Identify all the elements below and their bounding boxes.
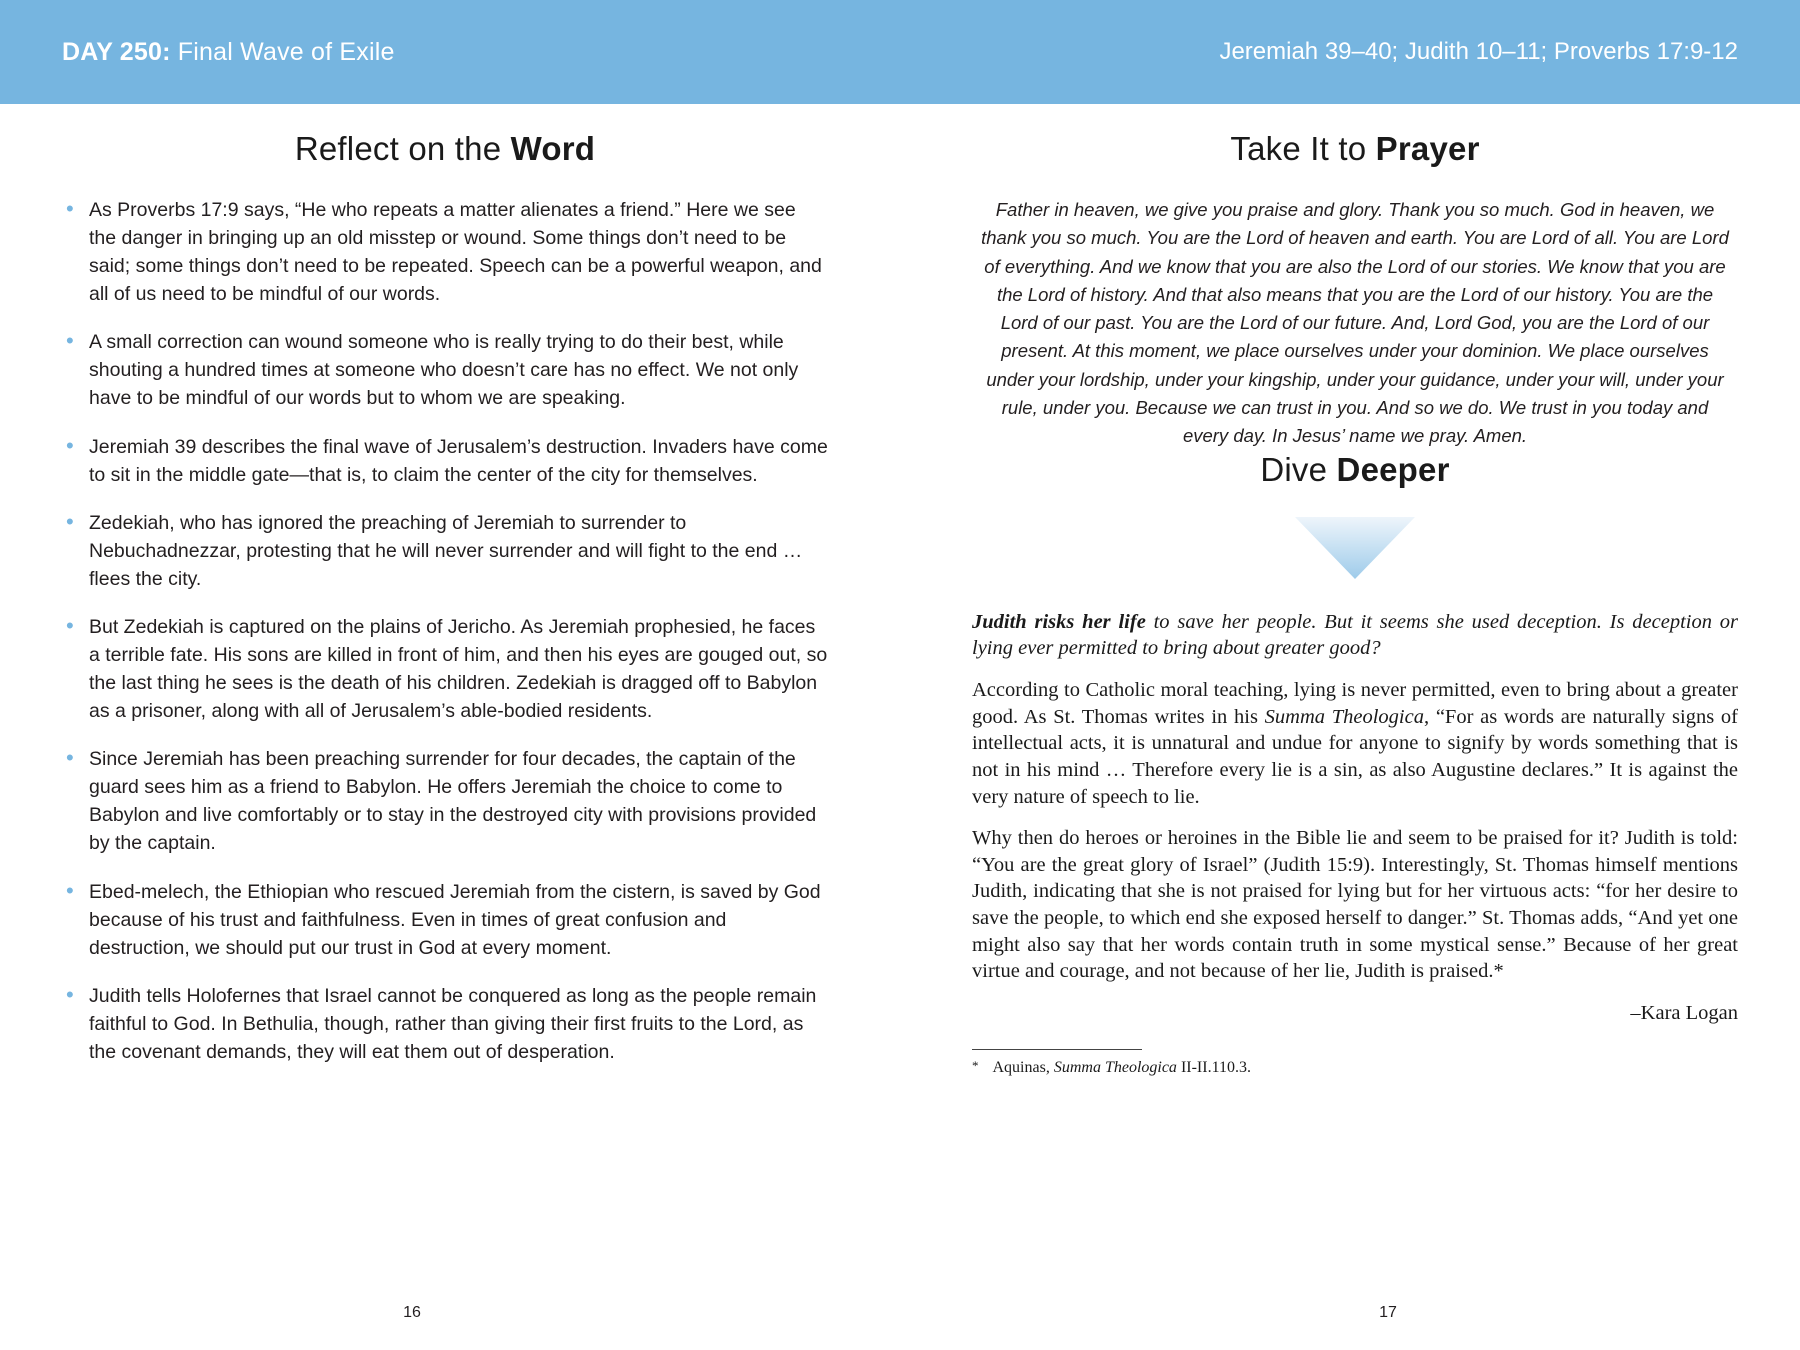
list-item: • A small correction can wound someone who is really trying to do their best, while shouting a hundred times at someone who doesn’t care has no effect. We not only have to be mindful of our words but to whom we are speaking.: [62, 328, 828, 412]
down-arrow-decoration: [972, 517, 1738, 579]
footnote-divider: [972, 1049, 1142, 1050]
prayer-heading-plain: Take It to: [1230, 130, 1376, 167]
list-item: • Jeremiah 39 describes the final wave of Jerusalem’s destruction. Invaders have come to sit in the middle gate—that is, to claim the center of the city for themselves.: [62, 433, 828, 489]
dive-heading-bold: Deeper: [1336, 450, 1450, 488]
reflect-heading-bold: Word: [510, 130, 596, 167]
header-day-title: [62, 38, 395, 67]
list-item: • But Zedekiah is captured on the plains of Jericho. As Jeremiah prophesied, he faces a terrible fate. His sons are killed in front of him, and then his eyes are gouged out, so the last thing he sees is the death of his children. Zedekiah is dragged off to Babylon as a prisoner, along with all of Jerusalem’s able-bodied residents.: [62, 613, 828, 725]
footnote: [972, 1059, 1738, 1077]
footnote-part-a: Aquinas,: [992, 1058, 1054, 1076]
paragraph-1-part-a: According to Catholic moral teaching, lying is never permitted, even to bring about a greater good. As St. Thomas writes in his: [972, 678, 1738, 728]
dive-heading-plain: Dive: [1260, 450, 1337, 488]
page-header-bar: [0, 0, 1800, 104]
dive-deeper-heading: [972, 451, 1738, 489]
reflection-bullet-list: [62, 196, 828, 1066]
dive-deeper-paragraph-2: Why then do heroes or heroines in the Bible lie and seem to be praised for it? Judith is told: “You are the great glory of Israel” (Judith 15:9). Interestingly, St. Thomas himself mentions Judith, indicating that she is not praised for lying but for her virtuous acts: “for her desire to save the people, to which end she exposed herself to danger.” St. Thomas adds, “And yet one might also say that her words contain truth in some mystical sense.” Because of her great virtue and courage, and not because of her lie, Judith is praised.*: [972, 827, 1738, 983]
list-item: • Judith tells Holofernes that Israel cannot be conquered as long as the people remain faithful to God. In Bethulia, though, rather than giving their first fruits to the Lord, as the covenant demands, they will eat them out of desperation.: [62, 982, 828, 1066]
left-page: [0, 104, 900, 1350]
page-spread: [0, 104, 1800, 1350]
right-page: [900, 104, 1800, 1350]
footnote-part-b: II-II.110.3.: [1176, 1058, 1251, 1076]
prayer-heading-bold: Prayer: [1375, 130, 1480, 167]
paragraph-1-part-b: , “For as words are naturally signs of intellectual acts, it is unnatural and undue for anyone to signify by words something that is not in his mind … Therefore every lie is a sin, as also Augustine declares.” It is against the very nature of speech to lie.: [972, 705, 1738, 808]
header-day-label: DAY 250:: [62, 37, 171, 66]
list-item: • Since Jeremiah has been preaching surrender for four decades, the captain of the guard sees him as a friend to Babylon. He offers Jeremiah the choice to come to Babylon and live comfortably or to stay in the destroyed city with provisions provided by the captain.: [62, 745, 828, 857]
dive-deeper-paragraph-1: [972, 677, 1738, 810]
summa-theologica-italic: Summa Theologica: [1264, 705, 1424, 728]
author-signature: –Kara Logan: [1630, 1002, 1738, 1024]
reflect-heading-plain: Reflect on the: [294, 130, 511, 167]
footnote-marker: *: [972, 1057, 979, 1073]
dive-deeper-body: [972, 609, 1738, 1027]
prayer-text: Father in heaven, we give you praise and glory. Thank you so much. God in heaven, we thank you so much. You are the Lord of heaven and earth. You are Lord of all. You are Lord of everything. And we know that you are also the Lord of our stories. We know that you are the Lord of history. And that also means that you are the Lord of our history. You are the Lord of our past. You are the Lord of our future. And, Lord God, you are the Lord of our present. At this moment, we place ourselves under your dominion. We place ourselves under your lordship, under your kingship, under your guidance, under your will, under your rule, under you. Because we can trust in you. And so we do. We trust in you today and every day. In Jesus’ name we pray. Amen.: [981, 199, 1729, 447]
page-number-right: 17: [1379, 1304, 1397, 1321]
dive-deeper-lead-rest: to save her people. But it seems she used deception. Is deception or lying ever permitted to bring about greater good?: [972, 610, 1739, 660]
list-item: • Ebed-melech, the Ethiopian who rescued Jeremiah from the cistern, is saved by God because of his trust and faithfulness. Even in times of great confusion and destruction, we should put our trust in God at every moment.: [62, 878, 828, 962]
page-number-left: 16: [403, 1304, 421, 1321]
take-it-to-prayer-heading: [972, 130, 1738, 168]
header-readings: Jeremiah 39–40; Judith 10–11; Proverbs 17:9-12: [1219, 38, 1738, 65]
chevron-down-icon: [1295, 517, 1415, 579]
list-item: • Zedekiah, who has ignored the preaching of Jeremiah to surrender to Nebuchadnezzar, protesting that he will never surrender and will fight to the end … flees the city.: [62, 509, 828, 593]
reflect-on-the-word-heading: [62, 130, 828, 168]
footnote-italic: Summa Theologica: [1053, 1058, 1177, 1076]
list-item: • As Proverbs 17:9 says, “He who repeats a matter alienates a friend.” Here we see the danger in bringing up an old misstep or wound. Some things don’t need to be said; some things don’t need to be repeated. Speech can be a powerful weapon, and all of us need to be mindful of our words.: [62, 196, 828, 308]
header-title: Final Wave of Exile: [177, 37, 395, 66]
dive-deeper-lead-bold: Judith risks her life: [972, 610, 1146, 633]
footnote-text: [993, 1059, 1251, 1077]
dive-deeper-lead: [972, 609, 1738, 662]
